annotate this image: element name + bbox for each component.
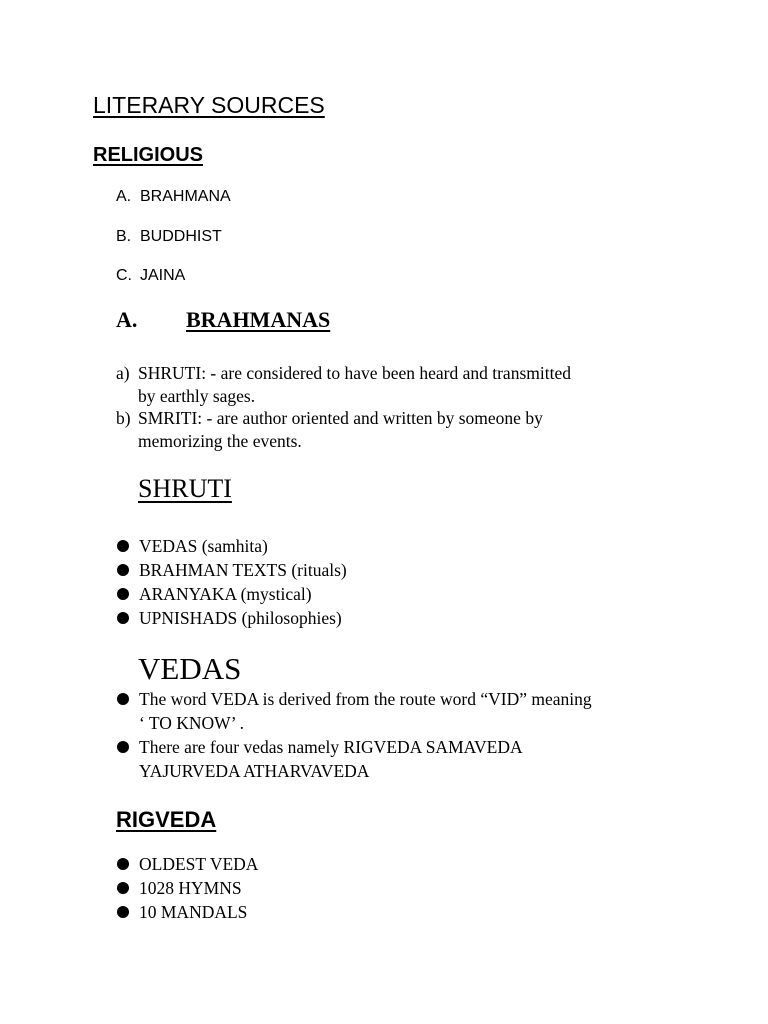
section-title: BRAHMANAS [186,307,331,332]
list-marker: A. [116,188,132,205]
vedas-list [116,687,592,783]
bullet-dot-icon [117,741,129,753]
bullet-dot-icon [117,540,129,552]
list-item [116,558,347,582]
bullet-dot-icon [117,882,129,894]
list-marker: b) [116,408,131,428]
list-item-line: ‘ TO KNOW’ . [139,713,244,733]
list-item-line: There are four vedas namely RIGVEDA SAMAVEDA [139,737,523,757]
bullet-dot-icon [117,612,129,624]
list-item [116,606,347,630]
definition-list [116,362,571,452]
definition-line: SHRUTI: - are considered to have been heard and transmitted [138,363,571,383]
religious-item-jaina [116,267,185,285]
section-brahmanas-heading [116,307,330,333]
list-marker: B. [116,228,132,245]
definition-line: memorizing the events. [138,430,302,451]
list-item-line: YAJURVEDA ATHARVAVEDA [139,761,370,781]
religious-item-buddhist [116,228,222,246]
list-item-text: BRAHMANA [140,188,231,205]
religious-heading: RELIGIOUS [93,144,204,166]
definition-item-smriti [116,407,571,452]
shruti-heading: SHRUTI [138,474,232,503]
list-item-text: 1028 HYMNS [139,878,242,898]
bullet-dot-icon [117,906,129,918]
list-marker: a) [116,363,130,383]
list-item [116,900,258,924]
list-item-text: JAINA [140,267,186,284]
definition-line: SMRITI: - are author oriented and written by someone by [138,408,543,428]
list-item-text: ARANYAKA (mystical) [139,584,312,604]
list-item [116,582,347,606]
shruti-list [116,534,347,630]
list-item-text: OLDEST VEDA [139,854,259,874]
religious-item-brahmana [116,188,231,206]
list-item [116,735,592,783]
vedas-heading: VEDAS [138,651,242,686]
list-item-text: VEDAS (samhita) [139,536,268,556]
bullet-dot-icon [117,858,129,870]
list-item-text: 10 MANDALS [139,902,248,922]
bullet-dot-icon [117,693,129,705]
list-item-text: UPNISHADS (philosophies) [139,608,342,628]
list-item-line: The word VEDA is derived from the route word “VID” meaning [139,689,592,709]
bullet-dot-icon [117,564,129,576]
list-item-text: BRAHMAN TEXTS (rituals) [139,560,347,580]
section-marker: A. [116,307,138,332]
list-item [116,876,258,900]
page-title: LITERARY SOURCES [93,92,325,118]
list-item-text: BUDDHIST [140,228,222,245]
list-item [116,687,592,735]
list-marker: C. [116,267,132,284]
definition-line: by earthly sages. [138,385,256,406]
definition-item-shruti [116,362,571,407]
list-item [116,534,347,558]
bullet-dot-icon [117,588,129,600]
rigveda-list [116,852,258,924]
rigveda-heading: RIGVEDA [116,807,217,832]
list-item [116,852,258,876]
